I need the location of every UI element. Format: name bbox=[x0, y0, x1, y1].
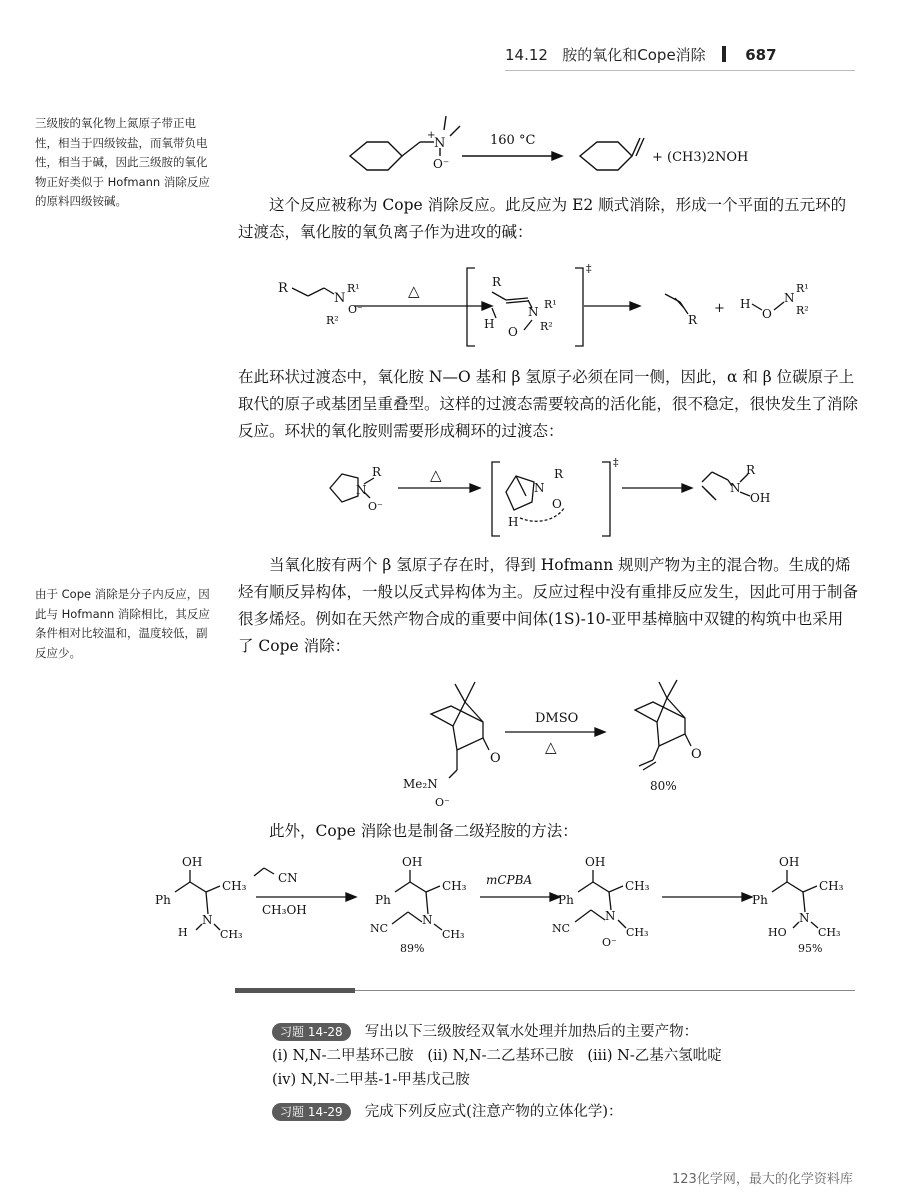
s2-heat: △ bbox=[408, 282, 420, 300]
exercise-item: (iv) N,N-二甲基-1-甲基戊己胺 bbox=[272, 1072, 470, 1088]
scheme-4 bbox=[395, 672, 735, 812]
s5-reagent1-top: CN bbox=[278, 871, 298, 885]
s5-int2-ch3: CH₃ bbox=[625, 879, 650, 893]
s3-ts-h: H bbox=[508, 515, 519, 529]
s5-sm-ph: Ph bbox=[155, 893, 171, 907]
s1-plus: + bbox=[427, 130, 436, 141]
scheme-5 bbox=[150, 852, 860, 962]
scheme-3 bbox=[320, 452, 780, 547]
exercise-item: (iii) N-乙基六氢吡啶 bbox=[587, 1048, 722, 1064]
s5-prod-oh: OH bbox=[779, 855, 800, 869]
s5-sm-ch3-n: CH₃ bbox=[220, 928, 243, 941]
s3-o-minus: O⁻ bbox=[368, 500, 383, 513]
s2-r1: R¹ bbox=[347, 282, 360, 295]
s5-int2-ch3-n: CH₃ bbox=[626, 926, 649, 939]
s5-int2-nc: NC bbox=[552, 922, 571, 935]
s5-yield1: 89% bbox=[400, 942, 425, 955]
s2-n: N bbox=[334, 291, 346, 306]
separator-thin bbox=[355, 990, 855, 991]
s3-ts-n: N bbox=[534, 481, 545, 495]
s4-heat: △ bbox=[545, 738, 557, 756]
s3-r: R bbox=[372, 465, 382, 479]
s4-reagent: DMSO bbox=[535, 711, 579, 726]
section-number: 14.12 bbox=[505, 46, 548, 64]
s4-yield: 80% bbox=[650, 779, 677, 793]
s5-sm-h: H bbox=[178, 926, 188, 939]
s2-hoh-r1: R¹ bbox=[796, 282, 809, 295]
s2-hoh-n: N bbox=[784, 291, 795, 305]
s3-prod-n: N bbox=[730, 481, 741, 495]
p4-text: 此外，Cope 消除也是制备二级羟胺的方法： bbox=[269, 822, 578, 840]
s1-n-label: N bbox=[434, 136, 446, 151]
s3-dagger: ‡ bbox=[613, 456, 619, 469]
page-number: 687 bbox=[745, 46, 777, 64]
s2-ts-o: O bbox=[508, 325, 518, 339]
running-header bbox=[505, 44, 777, 65]
s4-sm-carbonyl: O bbox=[490, 751, 501, 766]
s5-prod-ch3-n: CH₃ bbox=[818, 926, 841, 939]
s1-temp: 160 °C bbox=[490, 133, 536, 148]
s5-int1-ph: Ph bbox=[375, 893, 391, 907]
s5-prod-n: N bbox=[799, 911, 810, 925]
s2-ts-n: N bbox=[528, 305, 539, 319]
s5-prod-ho: HO bbox=[768, 926, 787, 939]
exercise-badge: 习题 14-29 bbox=[272, 1103, 351, 1121]
s5-int1-n: N bbox=[422, 913, 433, 927]
s4-me2n: Me₂N bbox=[403, 777, 438, 791]
exercise-prompt: 完成下列反应式(注意产物的立体化学)： bbox=[364, 1104, 623, 1120]
sidenote-1: 三级胺的氧化物上氮原子带正电性，相当于四级铵盐，而氧带负电性，相当于碱，因此三级胺的氧化物正好类似于 Hofmann 消除反应的原料四级铵碱。 bbox=[35, 116, 210, 208]
exercise-prompt: 写出以下三级胺经双氧水处理并加热后的主要产物： bbox=[364, 1024, 699, 1040]
scheme-2 bbox=[270, 258, 830, 358]
s4-o-minus: O⁻ bbox=[435, 796, 450, 809]
header-rule bbox=[505, 70, 855, 71]
s1-byproduct: + (CH3)2NOH bbox=[652, 150, 749, 165]
s5-sm-oh: OH bbox=[182, 855, 203, 869]
paragraph-3 bbox=[238, 552, 858, 660]
s3-n: N bbox=[356, 483, 367, 497]
paragraph-2 bbox=[238, 364, 858, 445]
exercise-14-28 bbox=[272, 1020, 862, 1092]
separator-thick bbox=[235, 988, 355, 993]
s2-o-minus: O⁻ bbox=[348, 303, 363, 316]
exercise-badge: 习题 14-28 bbox=[272, 1023, 351, 1041]
s4-prod-carbonyl: O bbox=[691, 747, 702, 762]
scheme-1 bbox=[340, 108, 780, 200]
s5-int2-oh: OH bbox=[585, 855, 606, 869]
s5-prod-ch3: CH₃ bbox=[819, 879, 844, 893]
s5-reagent1-bottom: CH₃OH bbox=[262, 903, 307, 917]
s2-hoh-r2: R² bbox=[796, 304, 809, 317]
s2-ts-r2: R² bbox=[540, 320, 553, 333]
s2-hoh-h: H bbox=[740, 297, 751, 311]
paragraph-4 bbox=[238, 818, 858, 845]
s5-int1-ch3: CH₃ bbox=[442, 879, 467, 893]
s5-int1-oh: OH bbox=[402, 855, 423, 869]
s2-ts-r: R bbox=[492, 275, 502, 289]
s2-plus: + bbox=[714, 301, 725, 316]
exercise-14-29 bbox=[272, 1100, 862, 1124]
s2-ts-r1: R¹ bbox=[544, 298, 557, 311]
s5-int2-n: N bbox=[605, 909, 616, 923]
s5-sm-ch3: CH₃ bbox=[222, 879, 247, 893]
s5-yield2: 95% bbox=[798, 942, 823, 955]
s5-prod-ph: Ph bbox=[752, 893, 768, 907]
s2-alkene-r: R bbox=[688, 313, 698, 327]
s5-reagent2: mCPBA bbox=[486, 873, 533, 887]
s3-prod-oh: OH bbox=[750, 491, 771, 505]
s2-ts-h: H bbox=[484, 317, 495, 331]
header-divider bbox=[722, 46, 726, 62]
s2-hoh-o: O bbox=[762, 307, 772, 321]
s5-int2-ph: Ph bbox=[558, 893, 574, 907]
section-title: 胺的氧化和Cope消除 bbox=[562, 46, 706, 64]
p2-text: 在此环状过渡态中，氧化胺 N—O 基和 β 氢原子必须在同一侧，因此，α 和 β 位碳原子上取代的原子或基团呈重叠型。这样的过渡态需要较高的活化能，很不稳定，很快发生了消除反应。环状的氧化胺则需要形成稠环的过渡态： bbox=[238, 368, 859, 440]
footer-watermark: 123化学网，最大的化学资料库 bbox=[672, 1172, 853, 1187]
s2-r: R bbox=[278, 281, 288, 296]
s3-ts-o: O bbox=[552, 497, 562, 511]
sidenote-2: 由于 Cope 消除是分子内反应，因此与 Hofmann 消除相比，其反应条件相对比较温和，温度较低，副反应少。 bbox=[35, 587, 210, 660]
p1-text: 这个反应被称为 Cope 消除反应。此反应为 E2 顺式消除，形成一个平面的五元环的过渡态，氧化胺的氧负离子作为进攻的碱： bbox=[238, 196, 847, 241]
exercise-item: (ii) N,N-二乙基环己胺 bbox=[427, 1048, 574, 1064]
s5-int1-ch3-n: CH₃ bbox=[442, 928, 465, 941]
s3-heat: △ bbox=[430, 466, 442, 484]
exercise-separator bbox=[235, 988, 855, 994]
p3-text: 当氧化胺有两个 β 氢原子存在时，得到 Hofmann 规则产物为主的混合物。生成的烯烃有顺反异构体，一般以反式异构体为主。反应过程中没有重排反应发生，因此可用于制备很多烯烃。例如在天然产物合成的重要中间体(1S)-10-亚甲基樟脑中双键的构筑中也采用了 Cope 消除： bbox=[238, 556, 859, 655]
s3-prod-r: R bbox=[746, 463, 756, 477]
s1-o-minus: O⁻ bbox=[433, 157, 450, 171]
s2-dagger: ‡ bbox=[586, 262, 592, 275]
s5-sm-n: N bbox=[202, 913, 213, 927]
paragraph-1 bbox=[238, 192, 858, 246]
s2-r2: R² bbox=[326, 314, 339, 327]
s5-int2-o-minus: O⁻ bbox=[602, 936, 617, 949]
exercise-item: (i) N,N-二甲基环己胺 bbox=[272, 1048, 414, 1064]
s3-ts-r: R bbox=[554, 467, 564, 481]
s5-int1-nc: NC bbox=[370, 922, 389, 935]
